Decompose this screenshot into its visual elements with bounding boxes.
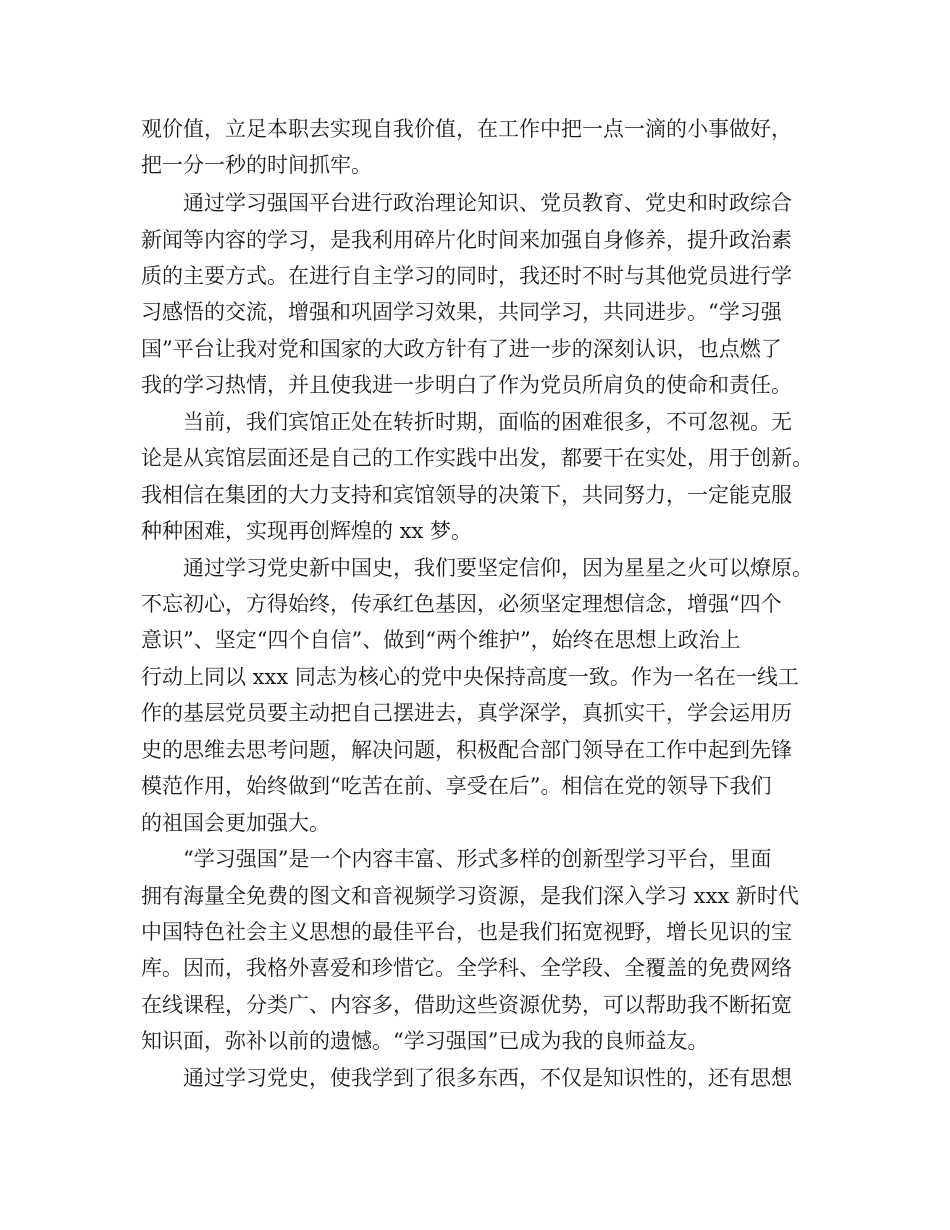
text-line: 模范作用，始终做到“吃苦在前、享受在后”。相信在党的领导下我们 xyxy=(141,774,772,798)
text-line: 观价值，立足本职去实现自我价值，在工作中把一点一滴的小事做好， xyxy=(141,117,792,141)
text-line: 习感悟的交流，增强和巩固学习效果，共同学习，共同进步。“学习强 xyxy=(141,300,782,324)
paragraph-start-line: 当前，我们宾馆正处在转折时期，面临的困难很多，不可忽视。无 xyxy=(183,410,792,434)
text-line: 把一分一秒的时间抓牢。 xyxy=(141,153,372,177)
text-line: 我的学习热情，并且使我进一步明白了作为党员所肩负的使命和责任。 xyxy=(141,373,792,397)
paragraph-start-line: 通过学习强国平台进行政治理论知识、党员教育、党史和时政综合 xyxy=(183,191,792,215)
text-line: 我相信在集团的大力支持和宾馆领导的决策下，共同努力，一定能克服 xyxy=(141,483,792,507)
text-line: 的祖国会更加强大。 xyxy=(141,811,330,835)
text-line: 意识”、坚定“四个自信”、做到“两个维护”，始终在思想上政治上 xyxy=(141,628,741,652)
paragraph-start-line: 通过学习党史，使我学到了很多东西，不仅是知识性的，还有思想 xyxy=(183,1066,792,1090)
text-line: 知识面，弥补以前的遗憾。“学习强国”已成为我的良师益友。 xyxy=(141,1029,709,1053)
text-line: 在线课程，分类广、内容多，借助这些资源优势，可以帮助我不断拓宽 xyxy=(141,993,792,1017)
text-line: 中国特色社会主义思想的最佳平台，也是我们拓宽视野，增长见识的宝 xyxy=(141,920,792,944)
paragraph-start-line: 通过学习党史新中国史，我们要坚定信仰，因为星星之火可以燎原。 xyxy=(183,556,813,580)
text-line: 不忘初心，方得始终，传承红色基因，必须坚定理想信念，增强“四个 xyxy=(141,592,782,616)
text-line: 种种困难，实现再创辉煌的 xx 梦。 xyxy=(141,519,473,543)
text-line: 国”平台让我对党和国家的大政方针有了进一步的深刻认识，也点燃了 xyxy=(141,337,782,361)
text-line: 行动上同以 xxx 同志为核心的党中央保持高度一致。作为一名在一线工 xyxy=(141,665,799,689)
text-line: 作的基层党员要主动把自己摆进去，真学深学，真抓实干，学会运用历 xyxy=(141,701,792,725)
text-line: 拥有海量全免费的图文和音视频学习资源，是我们深入学习 xxx 新时代 xyxy=(141,884,799,908)
text-line: 库。因而，我格外喜爱和珍惜它。全学科、全学段、全覆盖的免费网络 xyxy=(141,956,792,980)
text-line: 新闻等内容的学习，是我利用碎片化时间来加强自身修养，提升政治素 xyxy=(141,228,792,252)
text-line: 论是从宾馆层面还是自己的工作实践中出发，都要干在实处，用于创新。 xyxy=(141,446,813,470)
paragraph-start-line: “学习强国”是一个内容丰富、形式多样的创新型学习平台，里面 xyxy=(183,847,772,871)
text-line: 质的主要方式。在进行自主学习的同时，我还时不时与其他党员进行学 xyxy=(141,264,792,288)
text-line: 史的思维去思考问题，解决问题，积极配合部门领导在工作中起到先锋 xyxy=(141,738,792,762)
